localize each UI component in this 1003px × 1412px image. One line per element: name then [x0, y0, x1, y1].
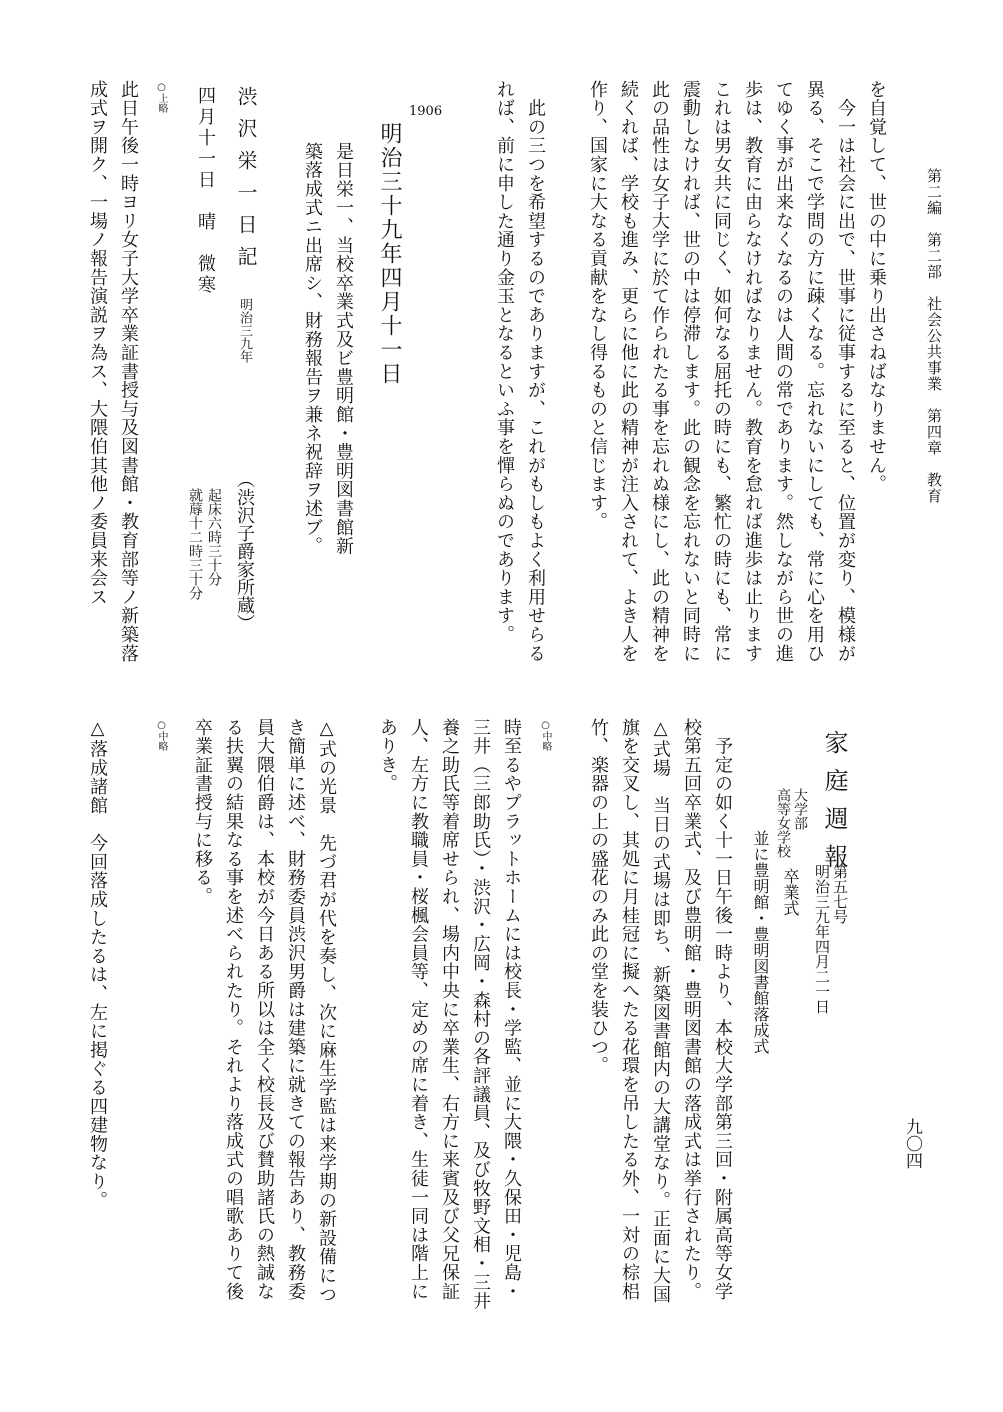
lower-section — [0, 718, 1003, 1358]
text-line: 作り、国家に大なる貢献をなし得るものと信じます。 — [587, 80, 608, 532]
diary-date-weather: 四月十一日 晴 微寒 — [195, 86, 216, 296]
diary-wake-time: 起床六時三十分 — [206, 488, 222, 586]
article-line: 時至るやプラットホームには校長・学監、並に大隈・久保田・児島・ — [501, 718, 522, 1301]
article-line: る扶翼の結果なる事を述べられたり。それより落成式の唱歌ありて後 — [223, 718, 244, 1301]
running-header: 第二編 第二部 社会公共事業 第四章 教育 — [925, 168, 943, 504]
article-line: 竹、楽器の上の盛花のみ此の堂を装ひつ。 — [588, 718, 609, 1076]
article-line: 人、左方に教職員・桜楓会員等、定めの席に着き、生徒一同は階上に — [408, 718, 429, 1301]
diary-source: （渋沢子爵家所蔵） — [234, 470, 255, 632]
diary-omission: ○上略 — [156, 82, 167, 113]
katei-issue: 第五七号 — [831, 864, 849, 924]
diary-title-note: 明治三九年 — [237, 298, 252, 363]
article-line: 校第五回卒業式、及び豊明館・豊明図書館の落成式は挙行されたり。 — [681, 718, 702, 1301]
article-line: き簡単に述べ、財務委員渋沢男爵は建築に就きての報告あり、教務委 — [285, 718, 306, 1301]
diary-line: 此日午後一時ヨリ女子大学卒業証書授与及図書館・教育部等ノ新築落 — [118, 80, 139, 663]
text-line: 震動しなければ、世の中は停滞します。此の観念を忘れないと同時に — [680, 80, 701, 663]
text-line: れば、前に申した通り金玉となるといふ事を憚らぬのであります。 — [494, 80, 515, 644]
diary-line: 成式ヲ開ク、一場ノ報告演説ヲ為ス、大隈伯其他ノ委員来会ス — [87, 80, 108, 607]
page-number: 九〇四 — [902, 1118, 922, 1169]
katei-heading-koto: 高等女学校 — [775, 788, 791, 858]
article-line: 卒業証書授与に移る。 — [192, 718, 213, 906]
article-omission: ○中略 — [540, 720, 551, 751]
katei-heading-rakusei: 並に豊明館・豊明図書館落成式 — [751, 830, 770, 1054]
article-line: 予定の如く十一日午後一時より、本校大学部第三回・附属高等女学 — [712, 718, 733, 1301]
article-line: △式場 当日の式場は即ち、新築図書館内の大講堂なり。正面に大国 — [650, 718, 671, 1304]
katei-title: 家庭週報 — [820, 730, 848, 882]
entry-body-line: 是日栄一、当校卒業式及ビ豊明館・豊明図書館新 — [333, 142, 354, 556]
article-line: ありき。 — [377, 718, 398, 794]
article-line: 三井（三郎助氏）・渋沢・広岡・森村の各評議員、及び牧野文相・三井 — [470, 718, 491, 1311]
text-line: 歩は、教育に由らなければなりません。教育を怠れば進歩は止ります — [742, 80, 763, 663]
article-line: △落成諸館 今回落成したるは、左に掲ぐる四建物なり。 — [87, 718, 108, 1210]
text-line: 此の品性は女子大学に於て作られたる事を忘れぬ様にし、此の精神を — [649, 80, 670, 663]
year-note: 1906 — [409, 104, 443, 119]
diary-title: 渋沢栄一日記 — [234, 86, 258, 278]
text-line: 続くれば、学校も進み、更らに他に此の精神が注入されて、よき人を — [618, 80, 639, 663]
diary-sleep-time: 就蓐十二時三十分 — [187, 488, 203, 600]
katei-heading-daigakubu: 大学部 — [792, 788, 808, 830]
katei-heading-sotsugyo: 卒業式 — [781, 868, 800, 916]
katei-issue-date: 明治三九年四月二一日 — [813, 864, 831, 1014]
text-line: 此の三つを希望するのでありますが、これがもしもよく利用せらる — [525, 80, 546, 663]
article-line: 員大隈伯爵は、本校が今日ある所以は全く校長及び賛助諸氏の熱誠な — [254, 718, 275, 1301]
article-omission: ○中略 — [156, 720, 167, 751]
article-line: 旗を交叉し、其処に月桂冠に擬へたる花環を吊したる外、一対の棕梠 — [619, 718, 640, 1301]
article-line: 養之助氏等着席せられ、場内中央に卒業生、右方に来賓及び父兄保証 — [439, 718, 460, 1301]
entry-date-heading: 明治三十九年四月十一日 — [377, 122, 402, 386]
text-line: を自覚して、世の中に乗り出さねばなりません。 — [866, 80, 887, 494]
text-line: 異る、そこで学問の方に疎くなる。忘れないにしても、常に心を用ひ — [804, 80, 825, 663]
text-line: てゆく事が出来なくなるのは人間の常であります。然しながら世の進 — [773, 80, 794, 663]
upper-section — [0, 80, 1003, 700]
entry-body-line: 築落成式ニ出席シ、財務報告ヲ兼ネ祝辞ヲ述ブ。 — [302, 142, 323, 556]
text-line: 今一は社会に出で、世事に従事するに至ると、位置が変り、模様が — [835, 80, 856, 663]
text-line: これは男女共に同じく、如何なる屈托の時にも、繁忙の時にも、常に — [711, 80, 732, 663]
article-line: △式の光景 先づ君が代を奏し、次に麻生学監は来学期の新設備につ — [316, 718, 337, 1304]
